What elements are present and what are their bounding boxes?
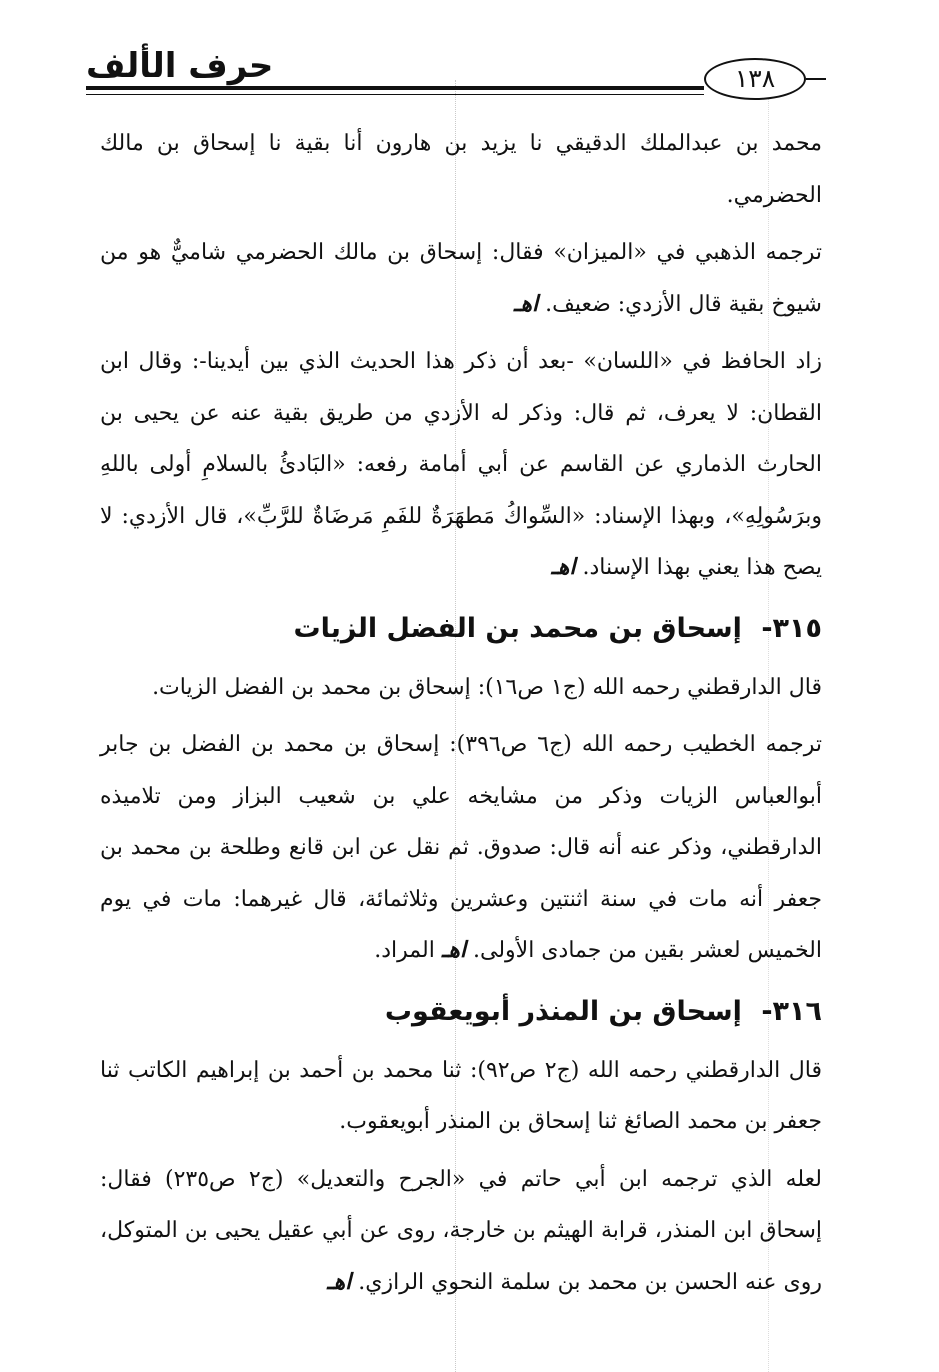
paragraph-text: زاد الحافظ في «اللسان» -بعد أن ذكر هذا الحديث الذي بين أيدينا-: وقال ابن القطان: لا يعرف، ثم قال: وذكر له الأزدي من طريق بقية عنه عن يحيى بن الحارث الذماري عن القاسم عن أبي أمامة رفعه: «البَادئُ بالسلامِ أولى باللهِ وبرَسُولِهِ»، وبهذا الإسناد: «السِّواكُ مَطهَرَةٌ للفَمِ مَرضَاةٌ للرَّبِّ»، قال الأزدي: لا يصح هذا يعني بهذا الإسناد. — [100, 349, 822, 580]
entry-heading-315 — [100, 600, 822, 658]
entry-number: ٣١٦- — [761, 995, 822, 1027]
entry-title: إسحاق بن المنذر أبويعقوب — [384, 995, 742, 1027]
paragraph — [100, 336, 822, 594]
page-number: ١٣٨ — [704, 58, 806, 100]
paragraph-text-tail: المراد. — [374, 938, 435, 963]
paragraph — [100, 662, 822, 714]
paragraph-text: لعله الذي ترجمه ابن أبي حاتم في «الجرح والتعديل» (ج٢ ص٢٣٥) فقال: إسحاق ابن المنذر، قرابة الهيثم بن خارجة، روى عن أبي عقيل يحيى بن المتوكل، روى عنه الحسن بن محمد بن سلمة النحوي الرازي. — [100, 1166, 822, 1295]
end-quote-marker: اهـ — [327, 1268, 352, 1295]
header-rule-thin — [86, 94, 704, 95]
header-rule — [86, 86, 704, 90]
end-quote-marker: اهـ — [551, 554, 576, 580]
entry-title: إسحاق بن محمد بن الفضل الزيات — [293, 612, 742, 644]
end-quote-marker: اهـ — [513, 290, 539, 317]
paragraph-text: ترجمه الذهبي في «الميزان» فقال: إسحاق بن مالك الحضرمي شاميٌّ هو من شيوخ بقية قال الأزدي: ضعيف. — [100, 240, 822, 317]
paragraph-text: ترجمه الخطيب رحمه الله (ج٦ ص٣٩٦): إسحاق بن محمد بن الفضل بن جابر أبوالعباس الزيات وذكر من مشايخه علي بن شعيب البزاز ومن تلاميذه الدارقطني، وذكر عنه أنه قال: صدوق. ثم نقل عن ابن قانع وطلحة بن محمد بن جعفر أنه مات في سنة اثنتين وعشرين وثلاثمائة، قال غيرهما: مات في يوم الخميس لعشر بقين من جمادى الأولى. — [100, 732, 822, 963]
paragraph-text: محمد بن عبدالملك الدقيقي نا يزيد بن هارون أنا بقية نا إسحاق بن مالك الحضرمي. — [100, 131, 822, 208]
end-quote-marker: اهـ — [441, 937, 466, 963]
paragraph — [100, 1154, 822, 1309]
paragraph — [100, 227, 822, 330]
page-header — [86, 40, 826, 110]
chapter-title: حرف الألف — [86, 46, 274, 86]
paragraph — [100, 118, 822, 221]
entry-number: ٣١٥- — [761, 612, 822, 644]
paragraph-text: قال الدارقطني رحمه الله (ج١ ص١٦): إسحاق بن محمد بن الفضل الزيات. — [152, 674, 822, 700]
entry-heading-316 — [100, 983, 822, 1041]
paragraph — [100, 1045, 822, 1148]
header-rule-right — [806, 78, 826, 80]
page-body — [100, 118, 822, 1314]
paragraph-text: قال الدارقطني رحمه الله (ج٢ ص٩٢): ثنا محمد بن أحمد بن إبراهيم الكاتب ثنا جعفر بن محمد الصائغ ثنا إسحاق بن المنذر أبويعقوب. — [100, 1057, 822, 1134]
paragraph — [100, 719, 822, 977]
